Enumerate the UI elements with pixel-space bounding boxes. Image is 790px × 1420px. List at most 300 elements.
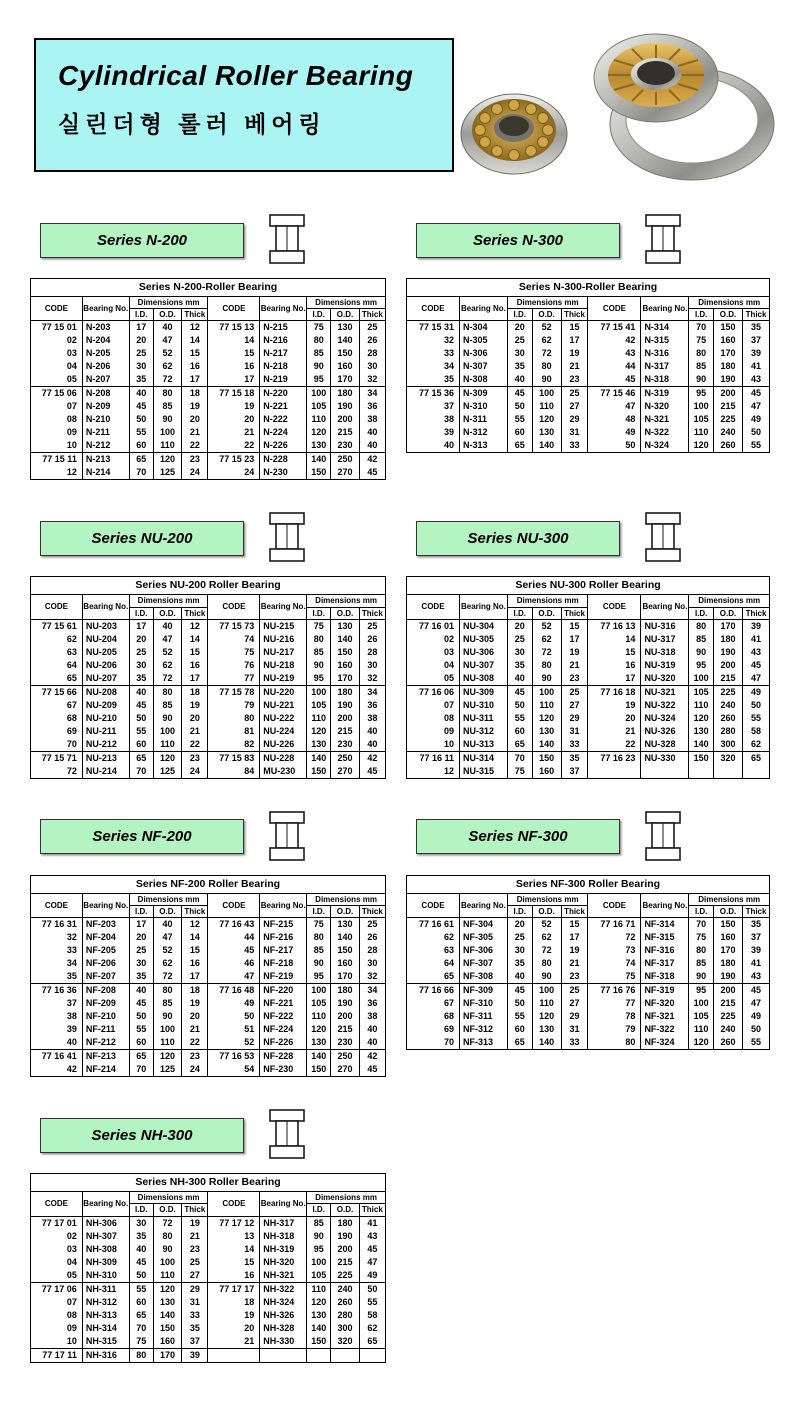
- cell-thick: 43: [743, 970, 770, 984]
- cell-bearing-no: NF-324: [641, 1036, 689, 1050]
- cell-od: 190: [331, 400, 359, 413]
- cell-id: 85: [307, 347, 331, 360]
- cell-od: 140: [532, 1036, 561, 1050]
- cell-id: 80: [307, 931, 331, 944]
- cell-id: 25: [129, 944, 153, 957]
- cell-bearing-no: NF-222: [260, 1010, 307, 1023]
- cell-code: 14: [208, 1243, 260, 1256]
- cell-id: 25: [507, 633, 532, 646]
- cell-od: 100: [153, 1256, 181, 1269]
- bearing-table: [30, 1173, 386, 1362]
- cell-od: 150: [331, 646, 359, 659]
- cell-id: 140: [689, 738, 714, 752]
- cell-bearing-no: NF-213: [82, 1050, 129, 1064]
- cell-thick: 26: [359, 633, 385, 646]
- col-header-dimensions: Dimensions mm: [307, 893, 386, 905]
- cell-id: 100: [689, 997, 714, 1010]
- cell-bearing-no: NH-307: [82, 1230, 129, 1243]
- col-header-dimensions: Dimensions mm: [689, 297, 770, 309]
- cell-id: 85: [689, 957, 714, 970]
- cell-od: 170: [714, 347, 743, 360]
- cell-od: 80: [153, 387, 181, 401]
- cell-id: 105: [307, 997, 331, 1010]
- cell-od: 200: [714, 387, 743, 401]
- cell-code: 05: [31, 1269, 83, 1283]
- cell-thick: 42: [359, 1050, 385, 1064]
- cell-code: 77 15 23: [208, 453, 260, 467]
- col-header-od: O.D.: [331, 1204, 359, 1216]
- cell-thick: 49: [743, 685, 770, 699]
- cell-od: 52: [532, 918, 561, 932]
- cell-thick: 17: [561, 633, 588, 646]
- cell-bearing-no: NU-310: [459, 699, 507, 712]
- col-header-bearing-no: Bearing No.: [82, 1192, 129, 1216]
- table-row: [407, 619, 770, 633]
- cell-id: 75: [307, 918, 331, 932]
- cell-id: 130: [307, 1036, 331, 1050]
- cell-code: 77 17 17: [208, 1282, 260, 1296]
- col-header-bearing-no: Bearing No.: [459, 595, 507, 619]
- cell-bearing-no: NU-219: [260, 672, 307, 686]
- cell-od: 52: [153, 944, 181, 957]
- col-header-dimensions: Dimensions mm: [129, 1192, 208, 1204]
- cell-bearing-no: NF-205: [82, 944, 129, 957]
- cell-bearing-no: NH-321: [260, 1269, 307, 1283]
- cell-thick: 47: [743, 997, 770, 1010]
- cell-od: 190: [714, 373, 743, 387]
- cell-thick: 12: [182, 321, 208, 335]
- cell-code: [588, 765, 641, 779]
- cell-thick: 40: [359, 1036, 385, 1050]
- cell-thick: 36: [359, 699, 385, 712]
- cell-od: 120: [153, 1050, 181, 1064]
- cell-id: 95: [307, 1243, 331, 1256]
- cell-id: 80: [307, 633, 331, 646]
- table-row: [31, 1063, 386, 1077]
- cell-id: 130: [307, 439, 331, 453]
- cell-thick: 21: [182, 1023, 208, 1036]
- cell-od: 100: [153, 1023, 181, 1036]
- cell-thick: 65: [359, 1335, 385, 1349]
- col-header-code: CODE: [208, 595, 260, 619]
- cell-id: 75: [507, 765, 532, 779]
- cell-id: 90: [307, 957, 331, 970]
- cell-thick: 40: [359, 725, 385, 738]
- bearing-cross-section-icon: [642, 212, 684, 268]
- cell-code: 72: [588, 931, 641, 944]
- col-header-code: CODE: [31, 893, 83, 917]
- col-header-bearing-no: Bearing No.: [82, 297, 129, 321]
- cell-code: 37: [407, 400, 460, 413]
- cell-code: 20: [208, 413, 260, 426]
- cell-od: 90: [532, 672, 561, 686]
- cell-bearing-no: NF-221: [260, 997, 307, 1010]
- cell-thick: 20: [182, 413, 208, 426]
- cell-od: 140: [331, 931, 359, 944]
- col-header-id: I.D.: [307, 905, 331, 917]
- cell-bearing-no: N-304: [459, 321, 507, 335]
- table-row: [31, 1309, 386, 1322]
- table-row: [31, 918, 386, 932]
- cell-bearing-no: NH-315: [82, 1335, 129, 1349]
- cell-code: 43: [588, 347, 641, 360]
- cell-thick: 30: [359, 659, 385, 672]
- col-header-thick: Thick: [743, 905, 770, 917]
- cell-id: 25: [507, 931, 532, 944]
- cell-bearing-no: NF-219: [260, 970, 307, 984]
- col-header-id: I.D.: [307, 309, 331, 321]
- cell-code: 18: [208, 1296, 260, 1309]
- cell-id: 30: [129, 360, 153, 373]
- cell-id: 105: [307, 400, 331, 413]
- cell-id: 120: [307, 1296, 331, 1309]
- cell-code: 19: [208, 400, 260, 413]
- cell-bearing-no: NH-320: [260, 1256, 307, 1269]
- cell-bearing-no: N-222: [260, 413, 307, 426]
- cell-id: 50: [507, 997, 532, 1010]
- col-header-thick: Thick: [359, 607, 385, 619]
- cell-id: 50: [507, 400, 532, 413]
- cell-code: 32: [407, 334, 460, 347]
- col-header-dimensions: Dimensions mm: [129, 297, 208, 309]
- cell-od: 130: [532, 1023, 561, 1036]
- cell-od: 240: [714, 1023, 743, 1036]
- cell-id: 70: [507, 751, 532, 765]
- cell-thick: 55: [743, 712, 770, 725]
- cell-id: 75: [689, 334, 714, 347]
- table-row: [31, 1243, 386, 1256]
- cell-thick: 40: [359, 426, 385, 439]
- cell-code: 52: [208, 1036, 260, 1050]
- cell-bearing-no: NF-207: [82, 970, 129, 984]
- cell-od: 215: [714, 400, 743, 413]
- col-header-thick: Thick: [182, 309, 208, 321]
- cell-id: 50: [507, 699, 532, 712]
- cell-code: 05: [407, 672, 460, 686]
- cell-id: 100: [307, 1256, 331, 1269]
- col-header-od: O.D.: [714, 607, 743, 619]
- col-header-bearing-no: Bearing No.: [459, 893, 507, 917]
- cell-id: 55: [129, 725, 153, 738]
- series-label: Series NF-200: [40, 819, 244, 854]
- cell-thick: 21: [561, 957, 588, 970]
- cell-code: 54: [208, 1063, 260, 1077]
- cell-bearing-no: N-317: [641, 360, 689, 373]
- cell-od: 130: [331, 918, 359, 932]
- cell-bearing-no: N-306: [459, 347, 507, 360]
- cell-thick: 24: [182, 466, 208, 480]
- cell-thick: 35: [561, 751, 588, 765]
- cell-code: 77 15 61: [31, 619, 83, 633]
- cell-bearing-no: N-212: [82, 439, 129, 453]
- cell-code: 46: [208, 957, 260, 970]
- cell-code: 39: [407, 426, 460, 439]
- table-title: Series NU-200 Roller Bearing: [31, 577, 386, 595]
- cell-bearing-no: NF-312: [459, 1023, 507, 1036]
- cell-od: 260: [714, 1036, 743, 1050]
- cell-od: 215: [331, 426, 359, 439]
- cell-bearing-no: N-316: [641, 347, 689, 360]
- cell-id: 35: [129, 1230, 153, 1243]
- cell-bearing-no: NF-203: [82, 918, 129, 932]
- cell-od: 85: [153, 400, 181, 413]
- table-row: [31, 1023, 386, 1036]
- cell-thick: 15: [561, 619, 588, 633]
- cell-code: 14: [208, 334, 260, 347]
- cell-od: 215: [714, 672, 743, 686]
- cell-thick: 22: [182, 439, 208, 453]
- cell-code: 77 16 06: [407, 685, 460, 699]
- cell-bearing-no: NH-310: [82, 1269, 129, 1283]
- cell-od: 120: [532, 1010, 561, 1023]
- cell-id: 45: [507, 685, 532, 699]
- cell-id: 70: [689, 321, 714, 335]
- cell-od: 160: [714, 334, 743, 347]
- cell-bearing-no: N-322: [641, 426, 689, 439]
- col-header-bearing-no: Bearing No.: [260, 893, 307, 917]
- cell-thick: 38: [359, 712, 385, 725]
- col-header-thick: Thick: [743, 309, 770, 321]
- cell-id: 120: [689, 1036, 714, 1050]
- cell-bearing-no: N-314: [641, 321, 689, 335]
- cell-bearing-no: N-319: [641, 387, 689, 401]
- cell-id: 110: [689, 1023, 714, 1036]
- cell-code: 24: [208, 466, 260, 480]
- cell-thick: 33: [561, 1036, 588, 1050]
- table-row: [407, 944, 770, 957]
- cell-id: 65: [129, 751, 153, 765]
- cell-thick: 28: [359, 944, 385, 957]
- table-row: [31, 1216, 386, 1230]
- cell-id: [307, 1348, 331, 1362]
- cylindrical-bearing-photo: [578, 20, 778, 188]
- cell-id: 45: [129, 699, 153, 712]
- table-row: [407, 439, 770, 453]
- cell-bearing-no: NF-305: [459, 931, 507, 944]
- cell-code: 81: [208, 725, 260, 738]
- cell-id: 30: [129, 659, 153, 672]
- cell-thick: 18: [182, 387, 208, 401]
- cell-od: 180: [331, 1216, 359, 1230]
- cell-thick: 21: [561, 659, 588, 672]
- sections-grid: [30, 212, 770, 1363]
- cell-thick: 50: [743, 699, 770, 712]
- cell-thick: 35: [182, 1322, 208, 1335]
- col-header-od: O.D.: [153, 1204, 181, 1216]
- cell-thick: [743, 765, 770, 779]
- cell-code: 72: [31, 765, 83, 779]
- cell-thick: 47: [743, 400, 770, 413]
- cell-code: 50: [208, 1010, 260, 1023]
- cell-id: 50: [129, 1269, 153, 1283]
- cell-od: 240: [714, 699, 743, 712]
- cell-bearing-no: NF-314: [641, 918, 689, 932]
- cell-bearing-no: N-211: [82, 426, 129, 439]
- table-row: [407, 712, 770, 725]
- cell-od: 270: [331, 466, 359, 480]
- cell-od: 320: [714, 751, 743, 765]
- cell-thick: 49: [743, 1010, 770, 1023]
- table-row: [31, 970, 386, 984]
- col-header-bearing-no: Bearing No.: [459, 297, 507, 321]
- cell-code: 09: [31, 426, 83, 439]
- cell-thick: 29: [561, 712, 588, 725]
- cell-bearing-no: NU-313: [459, 738, 507, 752]
- cell-od: 62: [532, 931, 561, 944]
- cell-thick: 18: [182, 685, 208, 699]
- cell-code: 09: [407, 725, 460, 738]
- col-header-code: CODE: [407, 893, 460, 917]
- cell-id: 17: [129, 619, 153, 633]
- cell-bearing-no: NF-220: [260, 984, 307, 998]
- cell-code: 77 15 11: [31, 453, 83, 467]
- cell-id: 140: [307, 1322, 331, 1335]
- cell-od: 190: [714, 970, 743, 984]
- cell-id: 50: [129, 1010, 153, 1023]
- cell-id: 95: [689, 984, 714, 998]
- cell-code: 79: [588, 1023, 641, 1036]
- table-row: [31, 659, 386, 672]
- cell-thick: 23: [561, 672, 588, 686]
- cell-bearing-no: NF-308: [459, 970, 507, 984]
- cell-code: 77 15 41: [588, 321, 641, 335]
- table-row: [407, 334, 770, 347]
- col-header-dimensions: Dimensions mm: [507, 595, 588, 607]
- bearing-cross-section-icon: [266, 510, 308, 566]
- cell-id: 140: [307, 453, 331, 467]
- cell-thick: 19: [182, 699, 208, 712]
- table-row: [407, 984, 770, 998]
- col-header-dimensions: Dimensions mm: [307, 1192, 386, 1204]
- table-row: [407, 672, 770, 686]
- series-section: [30, 212, 386, 480]
- cell-code: 10: [31, 1335, 83, 1349]
- col-header-od: O.D.: [532, 309, 561, 321]
- cell-od: 260: [714, 439, 743, 453]
- cell-id: 40: [129, 685, 153, 699]
- cell-code: 04: [31, 1256, 83, 1269]
- cell-od: 260: [331, 1296, 359, 1309]
- cell-thick: 19: [182, 997, 208, 1010]
- cell-od: 110: [532, 997, 561, 1010]
- cell-code: 39: [31, 1023, 83, 1036]
- cell-code: 82: [208, 738, 260, 752]
- cell-id: 20: [507, 619, 532, 633]
- cell-code: 08: [31, 1309, 83, 1322]
- bearing-table: [406, 875, 770, 1050]
- col-header-id: I.D.: [507, 607, 532, 619]
- col-header-dimensions: Dimensions mm: [307, 297, 386, 309]
- cell-bearing-no: NF-309: [459, 984, 507, 998]
- cell-code: 34: [31, 957, 83, 970]
- cell-code: 20: [208, 1322, 260, 1335]
- bearing-cross-section-icon: [266, 212, 308, 268]
- cell-thick: 31: [561, 426, 588, 439]
- cell-code: 19: [588, 699, 641, 712]
- table-row: [31, 347, 386, 360]
- table-row: [31, 373, 386, 387]
- cell-thick: 31: [182, 1296, 208, 1309]
- cell-code: 12: [31, 466, 83, 480]
- cell-id: 65: [129, 1050, 153, 1064]
- cell-id: 80: [129, 1348, 153, 1362]
- cell-od: 110: [153, 1036, 181, 1050]
- cell-code: 75: [588, 970, 641, 984]
- cell-od: 140: [532, 738, 561, 752]
- cell-od: 52: [153, 347, 181, 360]
- cell-code: 77 16 43: [208, 918, 260, 932]
- cell-od: 120: [153, 751, 181, 765]
- cell-bearing-no: N-315: [641, 334, 689, 347]
- col-header-od: O.D.: [331, 309, 359, 321]
- cell-bearing-no: NF-316: [641, 944, 689, 957]
- cell-code: 77 15 01: [31, 321, 83, 335]
- cell-thick: 49: [743, 413, 770, 426]
- table-row: [31, 387, 386, 401]
- cell-thick: 14: [182, 334, 208, 347]
- cell-id: 30: [507, 944, 532, 957]
- table-row: [407, 997, 770, 1010]
- table-row: [31, 360, 386, 373]
- cell-bearing-no: NH-309: [82, 1256, 129, 1269]
- cell-bearing-no: NU-307: [459, 659, 507, 672]
- col-header-bearing-no: Bearing No.: [260, 297, 307, 321]
- cell-thick: 40: [359, 1023, 385, 1036]
- cell-od: 200: [331, 1243, 359, 1256]
- table-row: [407, 426, 770, 439]
- cell-od: 225: [714, 685, 743, 699]
- cell-od: 270: [331, 765, 359, 779]
- cell-id: 40: [129, 387, 153, 401]
- cell-bearing-no: NU-320: [641, 672, 689, 686]
- cell-code: 22: [208, 439, 260, 453]
- cell-code: 64: [31, 659, 83, 672]
- cell-od: 120: [532, 413, 561, 426]
- cell-id: 105: [307, 699, 331, 712]
- cell-bearing-no: NU-203: [82, 619, 129, 633]
- cell-code: 63: [31, 646, 83, 659]
- cell-id: [689, 765, 714, 779]
- cell-code: 16: [208, 360, 260, 373]
- cell-id: 120: [689, 712, 714, 725]
- cell-od: 72: [153, 672, 181, 686]
- cell-bearing-no: NF-226: [260, 1036, 307, 1050]
- cell-bearing-no: N-208: [82, 387, 129, 401]
- cell-id: 95: [689, 387, 714, 401]
- page-header: [30, 18, 770, 196]
- cell-thick: 39: [182, 1348, 208, 1362]
- cell-id: 30: [129, 1216, 153, 1230]
- cell-od: 180: [714, 633, 743, 646]
- cell-bearing-no: NU-205: [82, 646, 129, 659]
- cell-thick: 36: [359, 400, 385, 413]
- cell-od: 200: [331, 413, 359, 426]
- cell-od: 52: [532, 321, 561, 335]
- col-header-dimensions: Dimensions mm: [129, 893, 208, 905]
- col-header-dimensions: Dimensions mm: [689, 893, 770, 905]
- cell-od: 225: [331, 1269, 359, 1283]
- cell-od: 180: [714, 360, 743, 373]
- bearing-table: [30, 875, 386, 1077]
- table-row: [407, 387, 770, 401]
- cell-id: 55: [129, 1282, 153, 1296]
- cell-thick: 62: [359, 1322, 385, 1335]
- cell-id: 130: [689, 725, 714, 738]
- cell-code: 77 16 23: [588, 751, 641, 765]
- cell-id: 150: [307, 1335, 331, 1349]
- cell-od: 200: [331, 712, 359, 725]
- cell-code: 47: [208, 970, 260, 984]
